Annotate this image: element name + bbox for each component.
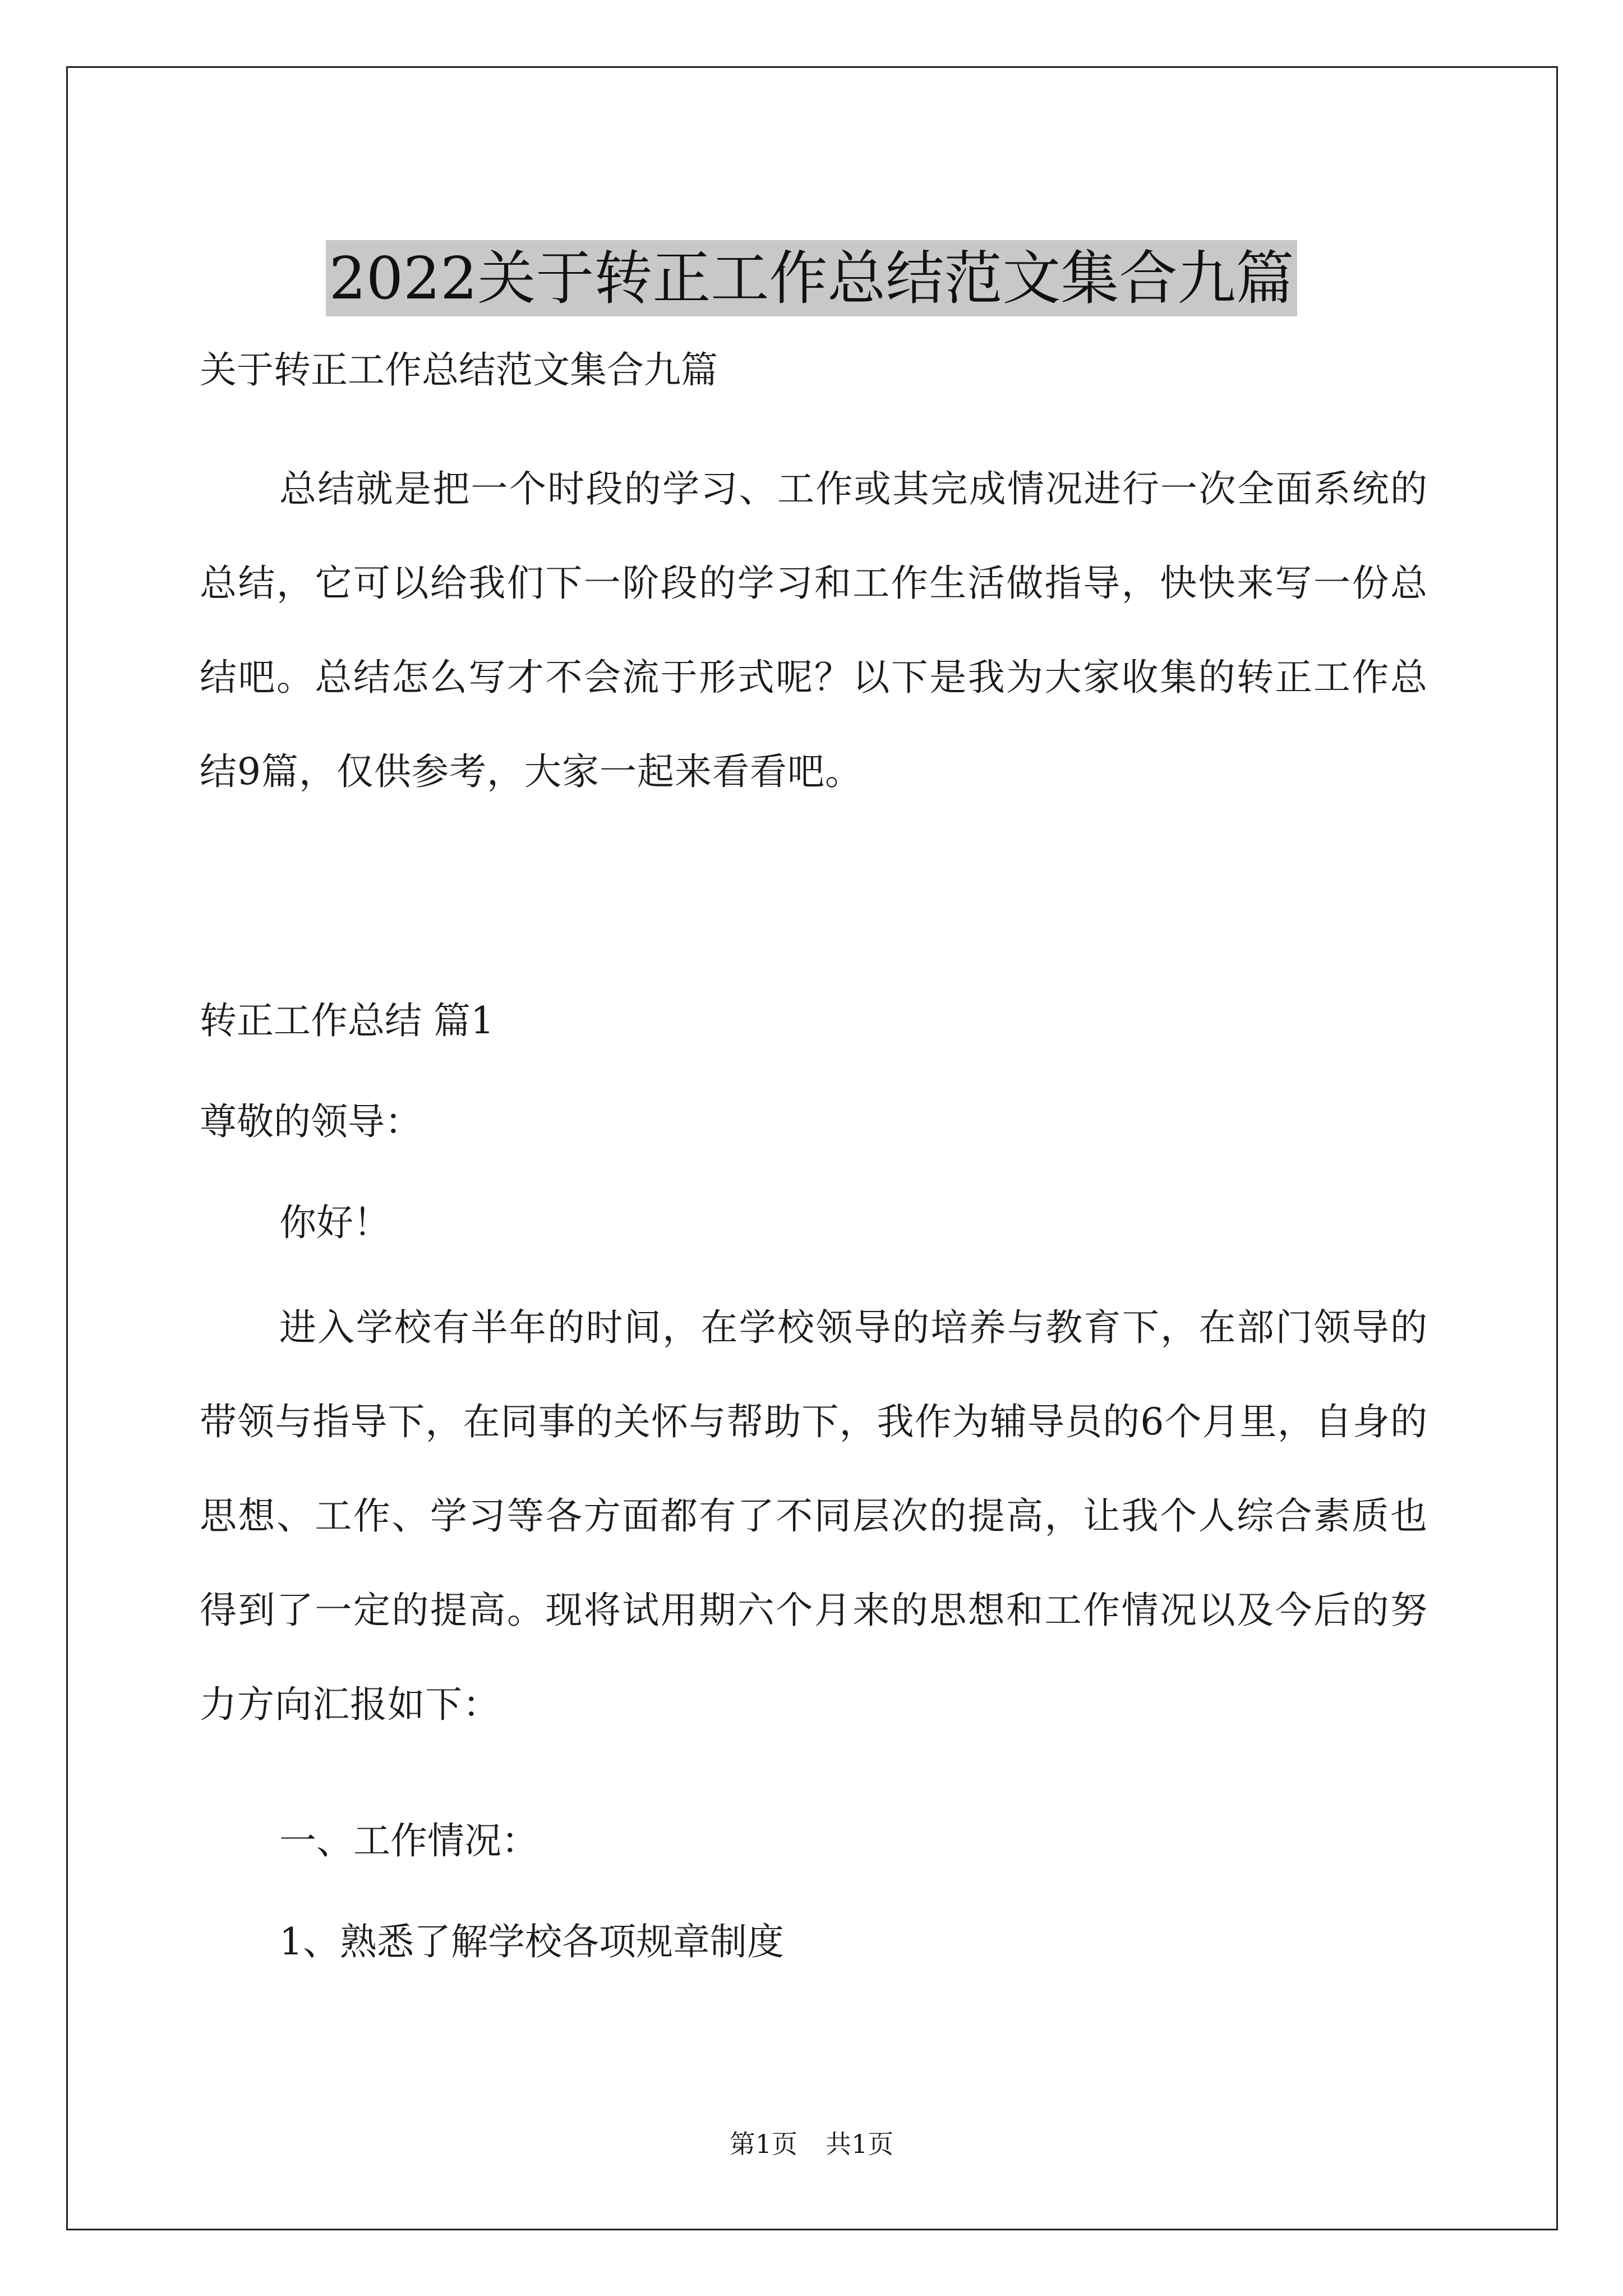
salutation: 尊敬的领导： [200,1100,422,1143]
page-number-current: 第1页 [729,2129,797,2159]
document-subtitle: 关于转正工作总结范文集合九篇 [200,348,718,392]
greeting: 你好！ [279,1201,390,1244]
title-container [0,201,1623,355]
page-footer [0,2127,1623,2161]
list-item: 1、熟悉了解学校各项规章制度 [279,1920,784,1963]
page-number-total: 共1页 [826,2129,894,2159]
list-heading: 一、工作情况： [279,1819,538,1862]
section-heading: 转正工作总结 篇1 [200,999,494,1042]
body-paragraph: 进入学校有半年的时间，在学校领导的培养与教育下，在部门领导的带领与指导下，在同事的关怀与帮助下，我作为辅导员的6个月里，自身的思想、工作、学习等各方面都有了不同层次的提高，让我个人综合素质也得到了一定的提高。现将试用期六个月来的思想和工作情况以及今后的努力方向汇报如下： [200,1306,1428,1726]
intro-paragraph: 总结就是把一个时段的学习、工作或其完成情况进行一次全面系统的总结，它可以给我们下一阶段的学习和工作生活做指导，快快来写一份总结吧。总结怎么写才不会流于形式呢？以下是我为大家收集的转正工作总结9篇，仅供参考，大家一起来看看吧。 [200,467,1428,793]
document-title: 2022关于转正工作总结范文集合九篇 [326,240,1298,316]
